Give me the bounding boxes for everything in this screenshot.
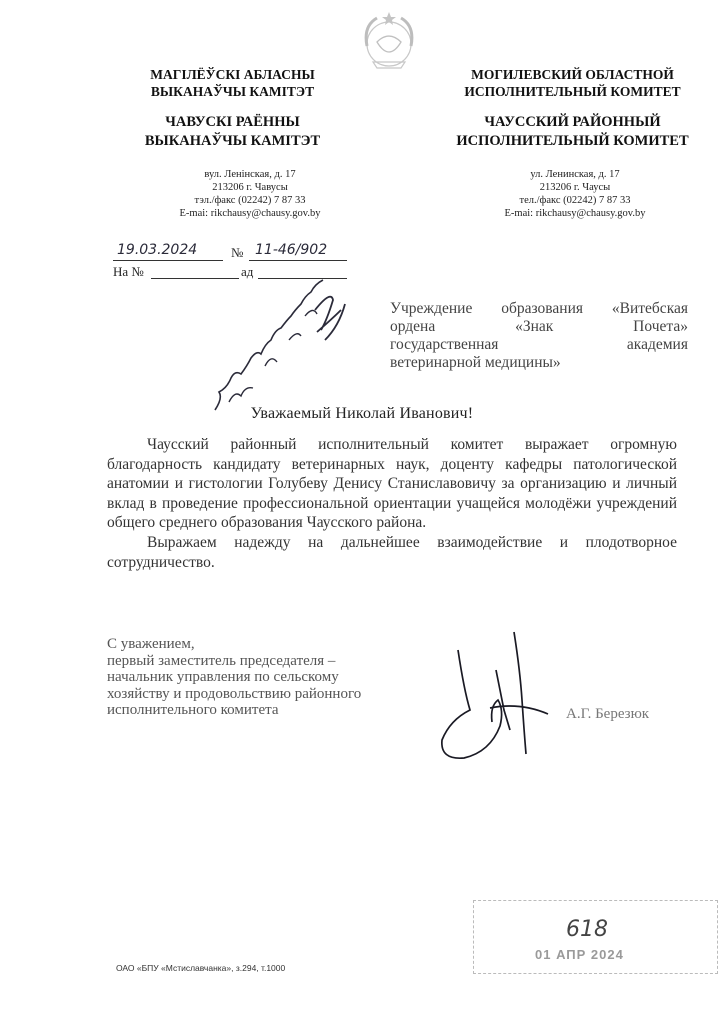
closing-block (107, 636, 427, 719)
address-city: 213206 г. Чавусы (212, 182, 288, 193)
header-ru-district-line1: ЧАУССКИЙ РАЙОННЫЙ (484, 114, 661, 130)
handwritten-resolution (205, 270, 355, 420)
signature (430, 630, 570, 770)
header-by-district-line1: ЧАВУСКІ РАЁННЫ (165, 114, 300, 130)
header-by-district (115, 113, 350, 151)
recipient-line1: Учреждение образования «Витебская (390, 300, 688, 317)
recipient-line2: ордена «Знак Почета» (390, 318, 688, 335)
registration-number: 11-46/902 (255, 242, 328, 258)
header-by-district-line2: ВЫКАНАЎЧЫ КАМІТЭТ (144, 133, 321, 149)
closing-line4: хозяйству и продовольствию районного (107, 685, 362, 702)
printer-footer: ОАО «БПУ «Мстиславчанка», з.294, т.1000 (116, 963, 286, 973)
header-by-region-line2: ВЫКАНАЎЧЫ КАМІТЭТ (150, 84, 315, 99)
address-city: 213206 г. Чаусы (539, 182, 611, 193)
registration-line (113, 242, 348, 264)
closing-line2: первый заместитель председателя – (107, 652, 336, 669)
closing-line3: начальник управления по сельскому (107, 669, 339, 685)
header-ru-region-line1: МОГИЛЕВСКИЙ ОБЛАСТНОЙ (471, 67, 674, 82)
address-email: E-mai: rikchausy@chausy.gov.by (504, 208, 646, 219)
header-ru-region-line2: ИСПОЛНИТЕЛЬНЫЙ КОМИТЕТ (464, 84, 681, 99)
greeting: Уважаемый Николай Иванович! (250, 405, 474, 422)
registration-date: 19.03.2024 (117, 242, 198, 258)
letter-body (107, 435, 677, 572)
stamp-number: 618 (566, 917, 608, 942)
number-sign: № (231, 245, 244, 260)
header-ru-address (455, 168, 695, 220)
closing-line1: С уважением, (107, 636, 195, 652)
header-ru-district-line2: ИСПОЛНИТЕЛЬНЫЙ КОМИТЕТ (456, 133, 689, 149)
from-label: ад (241, 264, 254, 279)
state-emblem-icon (355, 6, 423, 74)
body-paragraph-1: Чаусский районный исполнительный комитет выражает огромную благодарность кандидату ветеринарных наук, доценту кафедры патологической анатомии и гистологии Голубеву Денису Станиславовичу за организацию и личный вклад в проведение профессиональной ориентации учащейся молодёжи учреждений общего среднего образования Чаусского района. (107, 436, 677, 532)
stamp-date: 01 АПР 2024 (535, 947, 624, 962)
signer-name: А.Г. Березюк (566, 706, 650, 722)
address-phone: тэл./факс (02242) 7 87 33 (194, 195, 306, 206)
recipient-line3: государственная академия (390, 336, 688, 353)
header-by-address (135, 168, 365, 220)
address-street: ул. Ленинская, д. 17 (530, 169, 620, 180)
address-phone: тел./факс (02242) 7 87 33 (519, 195, 631, 206)
address-street: вул. Ленінская, д. 17 (204, 169, 296, 180)
header-ru-region (440, 66, 705, 100)
header-by-region (115, 66, 350, 100)
date-underline (113, 260, 223, 261)
address-email: E-mai: rikchausy@chausy.gov.by (179, 208, 321, 219)
recipient-block (390, 300, 688, 372)
number-underline (249, 260, 347, 261)
header-by-region-line1: МАГІЛЁЎСКІ АБЛАСНЫ (150, 67, 315, 82)
header-ru-district (440, 113, 705, 151)
closing-line5: исполнительного комитета (107, 702, 279, 718)
body-paragraph-2: Выражаем надежду на дальнейшее взаимодействие и плодотворное сотрудничество. (107, 533, 677, 571)
reply-label: На № (113, 264, 144, 279)
recipient-line4: ветеринарной медицины» (390, 354, 561, 371)
